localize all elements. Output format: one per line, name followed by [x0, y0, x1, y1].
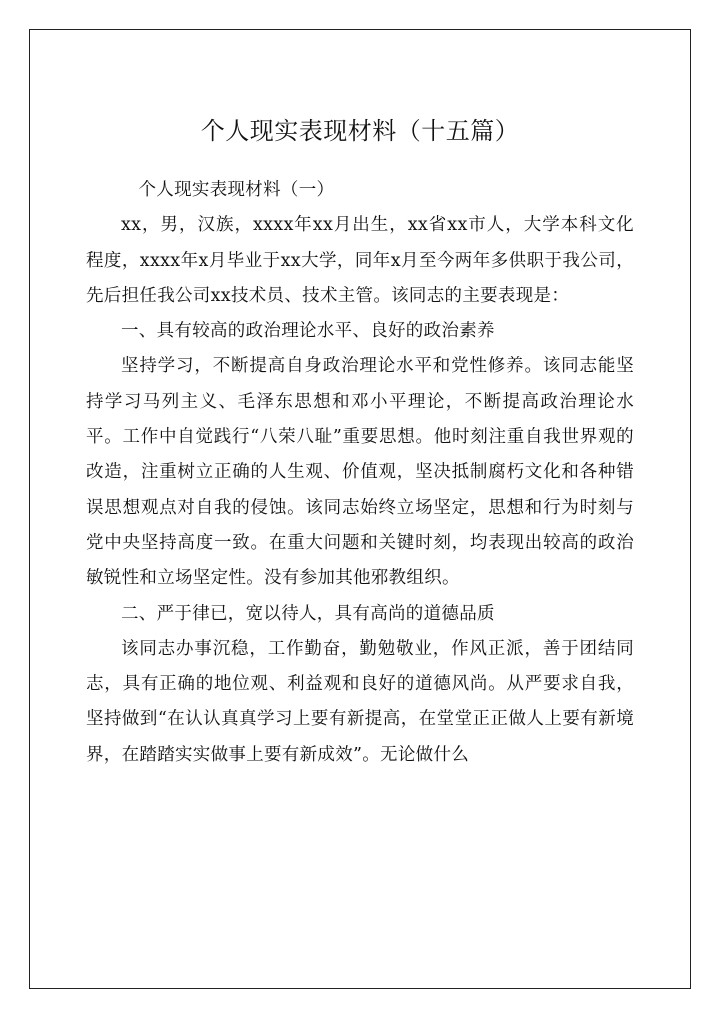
document-subtitle: 个人现实表现材料（一） — [138, 180, 335, 200]
paragraph-political: 坚持学习，不断提高自身政治理论水平和党性修养。该同志能坚持学习马列主义、毛泽东思想和邓小平理论，不断提高政治理论水平。工作中自觉践行“八荣八耻”重要思想。他时刻注重自我世界观的改造，注重树立正确的人生观、价值观，坚决抵制腐朽文化和各种错误思想观点对自我的侵蚀。该同志始终立场坚定，思想和行为时刻与党中央坚持高度一致。在重大问题和关键时刻，均表现出较高的政治敏锐性和立场坚定性。没有参加其他邪教组织。 — [86, 356, 634, 589]
paragraph-moral: 该同志办事沉稳，工作勤奋，勤勉敬业，作风正派，善于团结同志，具有正确的地位观、利益观和良好的道德风尚。从严要求自我，坚持做到“在认认真真学习上要有新提高，在堂堂正正做人上要有新境界，在踏踏实实做事上要有新成效”。无论做什么 — [86, 638, 634, 765]
paragraph-intro: xx，男，汉族，xxxx年xx月出生，xx省xx市人，大学本科文化程度，xxxx年x月毕业于xx大学，同年x月至今两年多供职于我公司，先后担任我公司xx技术员、技术主管。该同志的主要表现是： — [86, 215, 634, 306]
document-title: 个人现实表现材料（十五篇） — [200, 117, 520, 145]
document-body — [86, 173, 634, 773]
section-heading-2: 二、严于律已，宽以待人，具有高尚的道德品质 — [121, 603, 495, 624]
section-heading-1: 一、具有较高的政治理论水平、良好的政治素养 — [121, 321, 495, 342]
